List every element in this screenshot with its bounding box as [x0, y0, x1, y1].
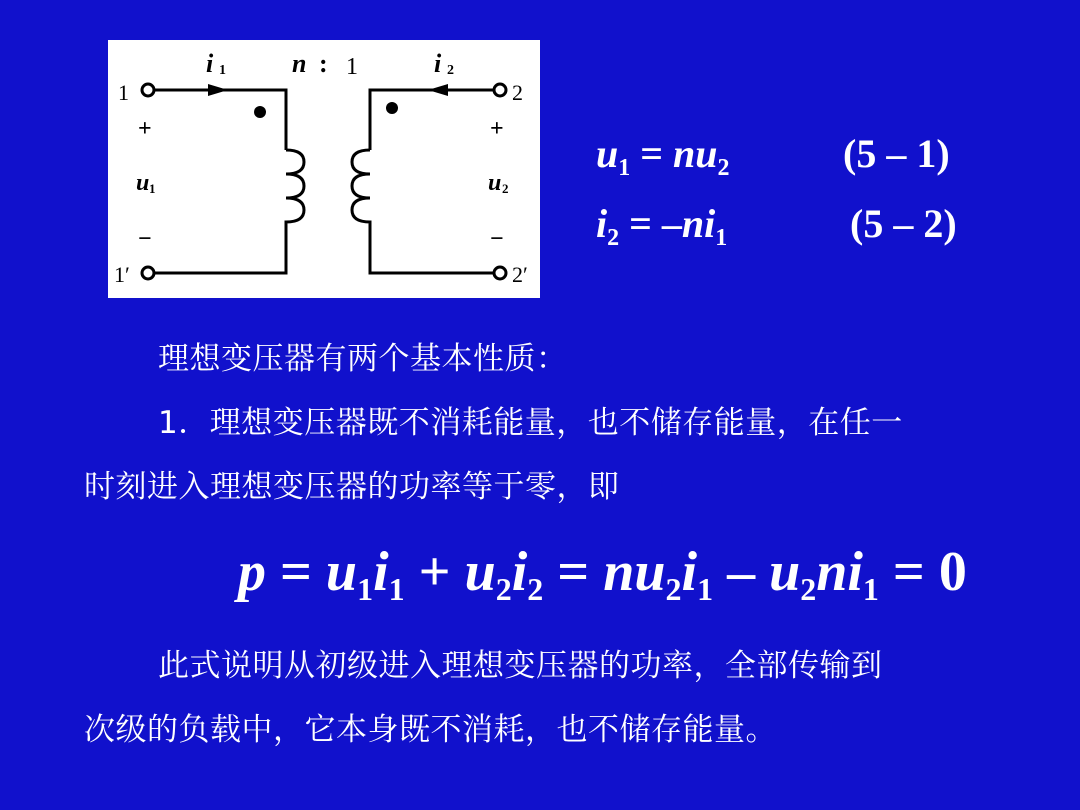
pe-i1b: i	[681, 541, 698, 603]
secondary-dot	[386, 102, 398, 114]
terminal-1	[142, 84, 154, 96]
pe-eq-b: =	[543, 541, 604, 603]
primary-coil	[286, 150, 304, 225]
i2-arrow	[428, 84, 448, 96]
label-u1: u	[136, 170, 150, 196]
label-n: n	[292, 49, 307, 78]
label-i1: i	[206, 49, 214, 78]
label-u2: u	[488, 170, 502, 196]
eq2-lhs: i	[596, 201, 608, 246]
eq1-rhs-sub: 2	[717, 155, 730, 181]
equation-number-5-2: (5 – 2)	[850, 201, 957, 246]
label-i2-sub: 2	[447, 63, 454, 78]
pe-u2b: u	[769, 541, 801, 603]
pe-nu2-sub: 2	[665, 571, 682, 607]
pe-eq-c: =	[878, 541, 939, 603]
pe-u2b-sub: 2	[800, 571, 817, 607]
eq2-rhs: ni	[681, 201, 716, 246]
pe-u2: u	[464, 541, 496, 603]
secondary-bottom-wire	[370, 225, 494, 273]
label-u2-sub: 2	[502, 181, 509, 196]
pe-u2-sub: 2	[495, 571, 512, 607]
primary-top-wire	[154, 90, 286, 150]
label-minus-right: −	[490, 226, 504, 252]
pe-zero: 0	[938, 541, 967, 603]
label-plus-left: +	[138, 116, 152, 142]
pe-i1: i	[373, 541, 389, 603]
label-port-2: 2	[512, 80, 523, 105]
i1-arrow	[208, 84, 228, 96]
text-line-2: 1．理想变压器既不消耗能量，也不储存能量，在任一	[158, 405, 903, 441]
pe-i2: i	[511, 541, 528, 603]
eq1-mid: =	[630, 131, 674, 176]
secondary-top-wire	[370, 90, 494, 150]
pe-i2-sub: 2	[527, 571, 544, 607]
label-minus-left: −	[138, 226, 152, 252]
terminal-2p	[494, 267, 506, 279]
primary-dot	[254, 106, 266, 118]
equation-number-5-1: (5 – 1)	[843, 131, 950, 176]
terminal-2	[494, 84, 506, 96]
circuit-svg	[108, 40, 540, 298]
pe-u1-sub: 1	[357, 571, 374, 607]
pe-minus: –	[713, 541, 770, 603]
eq1-lhs: u	[596, 131, 619, 176]
label-u1-sub: 1	[149, 181, 156, 196]
pe-p: p	[238, 541, 266, 603]
label-ratio-1: 1	[346, 54, 358, 80]
eq2-lhs-sub: 2	[607, 225, 620, 251]
text-line-3: 时刻进入理想变压器的功率等于零，即	[84, 469, 620, 505]
eq2-mid: = –	[619, 201, 682, 246]
label-port-2p: 2′	[512, 262, 528, 287]
text-line-4: 此式说明从初级进入理想变压器的功率，全部传输到	[158, 648, 883, 684]
equation-5-2	[596, 200, 728, 251]
pe-u1: u	[325, 541, 358, 603]
transformer-circuit-diagram	[108, 40, 540, 298]
pe-i1b-sub: 1	[697, 571, 714, 607]
pe-ni1: ni	[816, 541, 863, 603]
power-equation	[238, 540, 967, 607]
eq1-lhs-sub: 1	[618, 155, 631, 181]
pe-nu2: nu	[603, 541, 666, 603]
text-line-1: 理想变压器有两个基本性质：	[158, 341, 568, 377]
text-line-5: 次级的负载中，它本身既不消耗，也不储存能量。	[84, 712, 777, 748]
label-i1-sub: 1	[219, 63, 226, 78]
primary-bottom-wire	[154, 225, 286, 273]
secondary-coil	[352, 150, 370, 225]
pe-i1-sub: 1	[388, 571, 405, 607]
label-port-1p: 1′	[114, 262, 130, 287]
label-i2: i	[434, 49, 442, 78]
label-plus-right: +	[490, 116, 504, 142]
eq2-rhs-sub: 1	[715, 225, 728, 251]
eq1-rhs: nu	[673, 131, 718, 176]
label-port-1: 1	[118, 80, 129, 105]
label-colon: :	[319, 49, 328, 78]
pe-plus: +	[404, 541, 465, 603]
pe-eq-a: =	[266, 541, 326, 603]
terminal-1p	[142, 267, 154, 279]
equation-5-1	[596, 130, 730, 181]
pe-ni1-sub: 1	[862, 571, 879, 607]
